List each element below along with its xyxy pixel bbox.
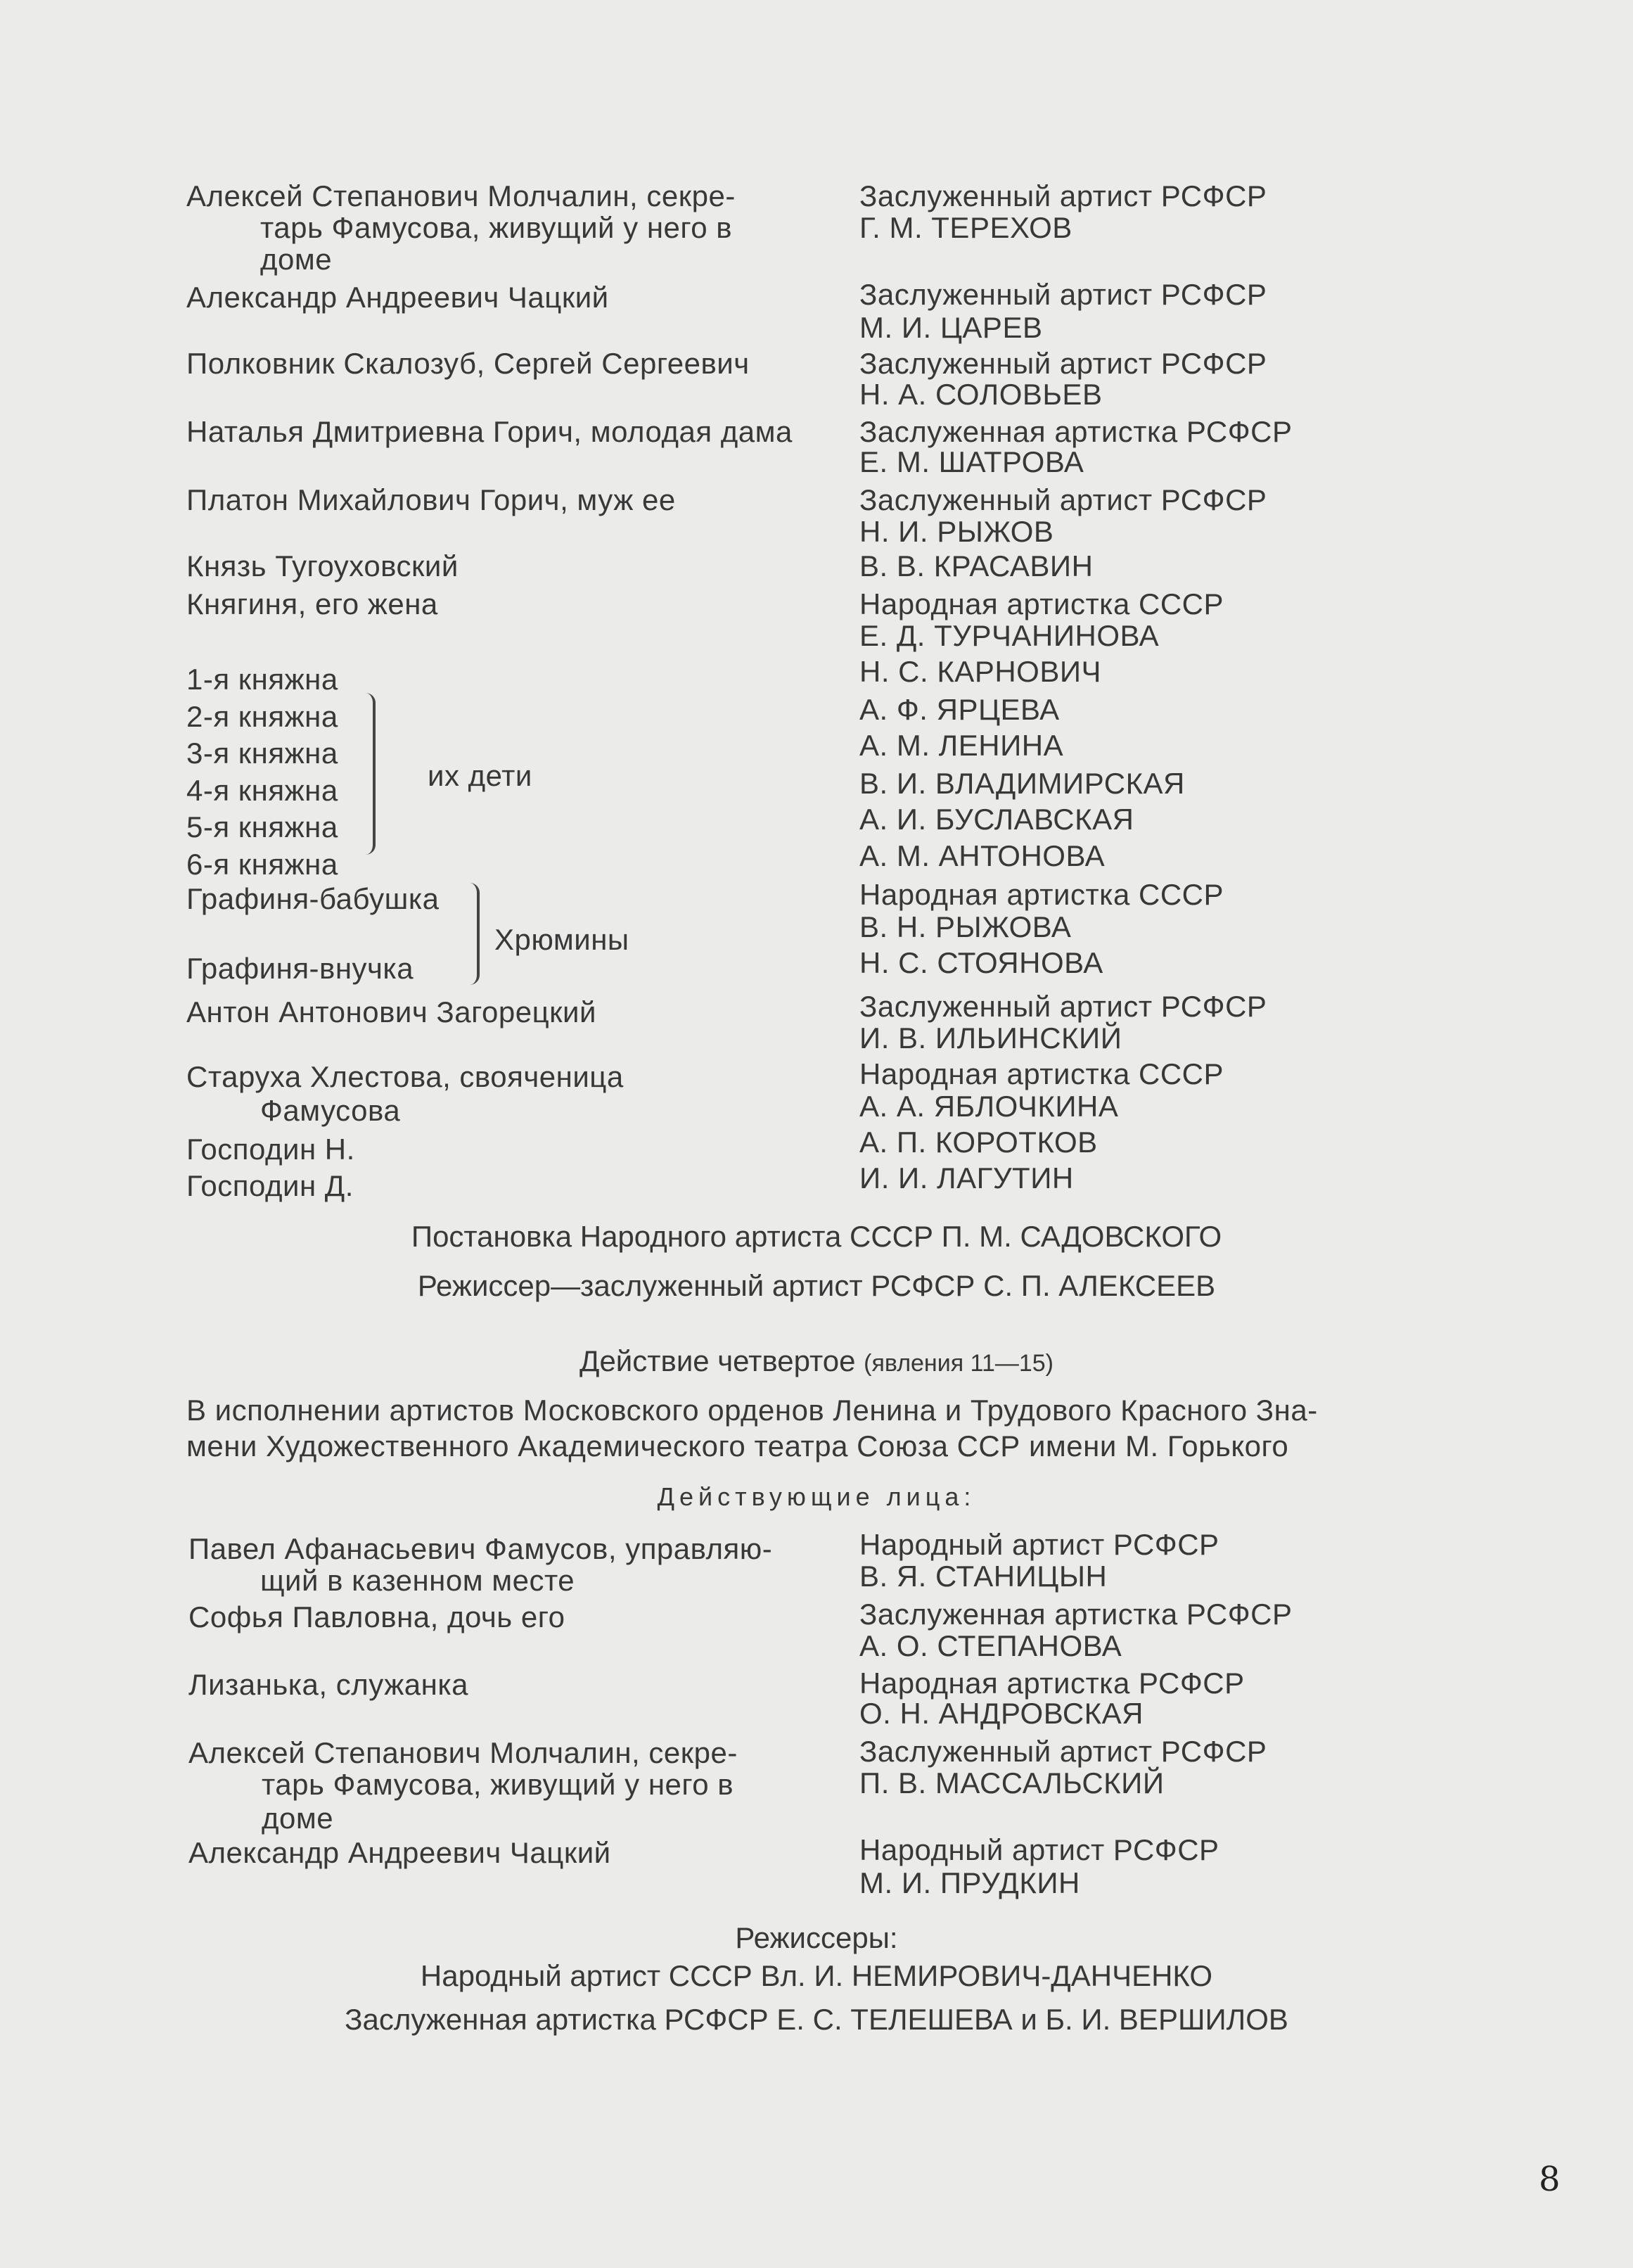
role-line: Антон Антонович Загорецкий bbox=[186, 995, 596, 1028]
role-line: Лизанька, служанка bbox=[188, 1668, 468, 1701]
actor-title: Заслуженный артист РСФСР bbox=[859, 1735, 1267, 1768]
actor-name: Е. Д. ТУРЧАНИНОВА bbox=[859, 619, 1160, 652]
role-line: Фамусова bbox=[260, 1094, 401, 1127]
role-line: Александр Андреевич Чацкий bbox=[186, 281, 609, 314]
actor-name: В. Н. РЫЖОВА bbox=[859, 910, 1072, 943]
role-line: 2-я княжна bbox=[186, 700, 338, 733]
actor-name: Н. С. КАРНОВИЧ bbox=[859, 655, 1102, 688]
role-line: 3-я княжна bbox=[186, 737, 338, 770]
actor-title: Заслуженный артист РСФСР bbox=[859, 483, 1267, 516]
role-line: доме bbox=[260, 243, 333, 276]
act4-intro-line: мени Художественного Академического театра Союза ССР имени М. Горького bbox=[186, 1429, 1289, 1463]
role-line: Князь Тугоуховский bbox=[186, 549, 459, 582]
actor-title: Народный артист РСФСР bbox=[859, 1528, 1219, 1561]
actor-name: И. И. ЛАГУТИН bbox=[859, 1161, 1074, 1194]
actor-title: Народная артистка СССР bbox=[859, 878, 1224, 911]
actor-title: Народная артистка СССР bbox=[859, 587, 1224, 620]
role-line: Алексей Степанович Молчалин, секре- bbox=[188, 1736, 738, 1769]
director-credit: Режиссер—заслуженный артист РСФСР С. П. АЛЕКСЕЕВ bbox=[417, 1269, 1216, 1302]
role-line: Княгиня, его жена bbox=[186, 587, 438, 620]
director-line: Народный артист СССР Вл. И. НЕМИРОВИЧ-ДАНЧЕНКО bbox=[420, 1959, 1213, 1992]
actor-name: В. И. ВЛАДИМИРСКАЯ bbox=[859, 767, 1185, 800]
actor-name: А. А. ЯБЛОЧКИНА bbox=[859, 1090, 1119, 1123]
actor-name: А. М. ЛЕНИНА bbox=[859, 729, 1064, 762]
actor-name: Н. С. СТОЯНОВА bbox=[859, 946, 1103, 979]
actor-name: М. И. ПРУДКИН bbox=[859, 1866, 1080, 1899]
actor-name: М. И. ЦАРЕВ bbox=[859, 311, 1043, 344]
actor-name: А. И. БУСЛАВСКАЯ bbox=[859, 803, 1134, 836]
actor-title: Заслуженная артистка РСФСР bbox=[859, 415, 1293, 448]
role-line: Господин Д. bbox=[186, 1169, 354, 1202]
role-line: Павел Афанасьевич Фамусов, управляю- bbox=[188, 1532, 773, 1565]
role-line: тарь Фамусова, живущий у него в bbox=[262, 1768, 734, 1801]
actor-name: Г. М. ТЕРЕХОВ bbox=[859, 211, 1072, 244]
directors-heading: Режиссеры: bbox=[735, 1921, 898, 1954]
actor-name: А. М. АНТОНОВА bbox=[859, 839, 1106, 872]
role-line: 5-я княжна bbox=[186, 810, 338, 843]
role-line: щий в казенном месте bbox=[260, 1564, 575, 1597]
actor-name: В. Я. СТАНИЦЫН bbox=[859, 1560, 1108, 1593]
role-line: Старуха Хлестова, свояченица bbox=[186, 1060, 624, 1093]
production-credit: Постановка Народного артиста СССР П. М. САДОВСКОГО bbox=[411, 1220, 1222, 1253]
role-line: 6-я княжна bbox=[186, 848, 338, 881]
role-line: Алексей Степанович Молчалин, секре- bbox=[186, 179, 736, 212]
actor-name: А. П. КОРОТКОВ bbox=[859, 1126, 1098, 1159]
role-line: Софья Павловна, дочь его bbox=[188, 1600, 565, 1633]
actor-name: А. Ф. ЯРЦЕВА bbox=[859, 693, 1060, 726]
director-line: Заслуженная артистка РСФСР Е. С. ТЕЛЕШЕВА и Б. И. ВЕРШИЛОВ bbox=[345, 2003, 1288, 2036]
cast-heading: Действующие лица: bbox=[657, 1482, 976, 1511]
brace bbox=[470, 883, 480, 985]
role-line: Наталья Дмитриевна Горич, молодая дама bbox=[186, 415, 793, 448]
actor-title: Заслуженный артист РСФСР bbox=[859, 278, 1267, 311]
role-line: Александр Андреевич Чацкий bbox=[188, 1836, 611, 1869]
group-label: их дети bbox=[428, 759, 532, 792]
actor-title: Народная артистка СССР bbox=[859, 1057, 1224, 1090]
actor-name: В. В. КРАСАВИН bbox=[859, 549, 1094, 582]
actor-title: Народная артистка РСФСР bbox=[859, 1667, 1245, 1700]
actor-title: Заслуженный артист РСФСР bbox=[859, 179, 1267, 212]
actor-name: Н. И. РЫЖОВ bbox=[859, 515, 1054, 548]
actor-name: И. В. ИЛЬИНСКИЙ bbox=[859, 1021, 1122, 1055]
page-number: 8 bbox=[1539, 2160, 1561, 2199]
role-line: Платон Михайлович Горич, муж ее bbox=[186, 483, 676, 516]
brace bbox=[366, 693, 376, 855]
role-line: 4-я княжна bbox=[186, 774, 338, 807]
actor-title: Заслуженная артистка РСФСР bbox=[859, 1598, 1293, 1631]
act4-intro-line: В исполнении артистов Московского орденов Ленина и Трудового Красного Зна- bbox=[186, 1394, 1318, 1427]
role-line: 1-я княжна bbox=[186, 663, 338, 696]
actor-name: А. О. СТЕПАНОВА bbox=[859, 1629, 1122, 1662]
role-line: доме bbox=[262, 1802, 334, 1835]
act4-heading bbox=[0, 1345, 1633, 1380]
actor-name: Н. А. СОЛОВЬЕВ bbox=[859, 378, 1103, 411]
actor-name: О. Н. АНДРОВСКАЯ bbox=[859, 1697, 1144, 1730]
actor-name: П. В. МАССАЛЬСКИЙ bbox=[859, 1766, 1165, 1799]
act4-title: Действие четвертое bbox=[579, 1344, 856, 1377]
actor-title: Заслуженный артист РСФСР bbox=[859, 990, 1267, 1023]
role-line: Господин Н. bbox=[186, 1133, 355, 1166]
act4-scenes: (явления 11—15) bbox=[864, 1350, 1054, 1377]
role-line: тарь Фамусова, живущий у него в bbox=[260, 211, 733, 244]
group-label: Хрюмины bbox=[494, 923, 629, 956]
actor-title: Заслуженный артист РСФСР bbox=[859, 347, 1267, 380]
actor-title: Народный артист РСФСР bbox=[859, 1833, 1219, 1866]
role-line: Графиня-бабушка bbox=[186, 882, 440, 915]
role-line: Графиня-внучка bbox=[186, 952, 414, 985]
actor-name: Е. М. ШАТРОВА bbox=[859, 445, 1084, 478]
role-line: Полковник Скалозуб, Сергей Сергеевич bbox=[186, 347, 750, 380]
